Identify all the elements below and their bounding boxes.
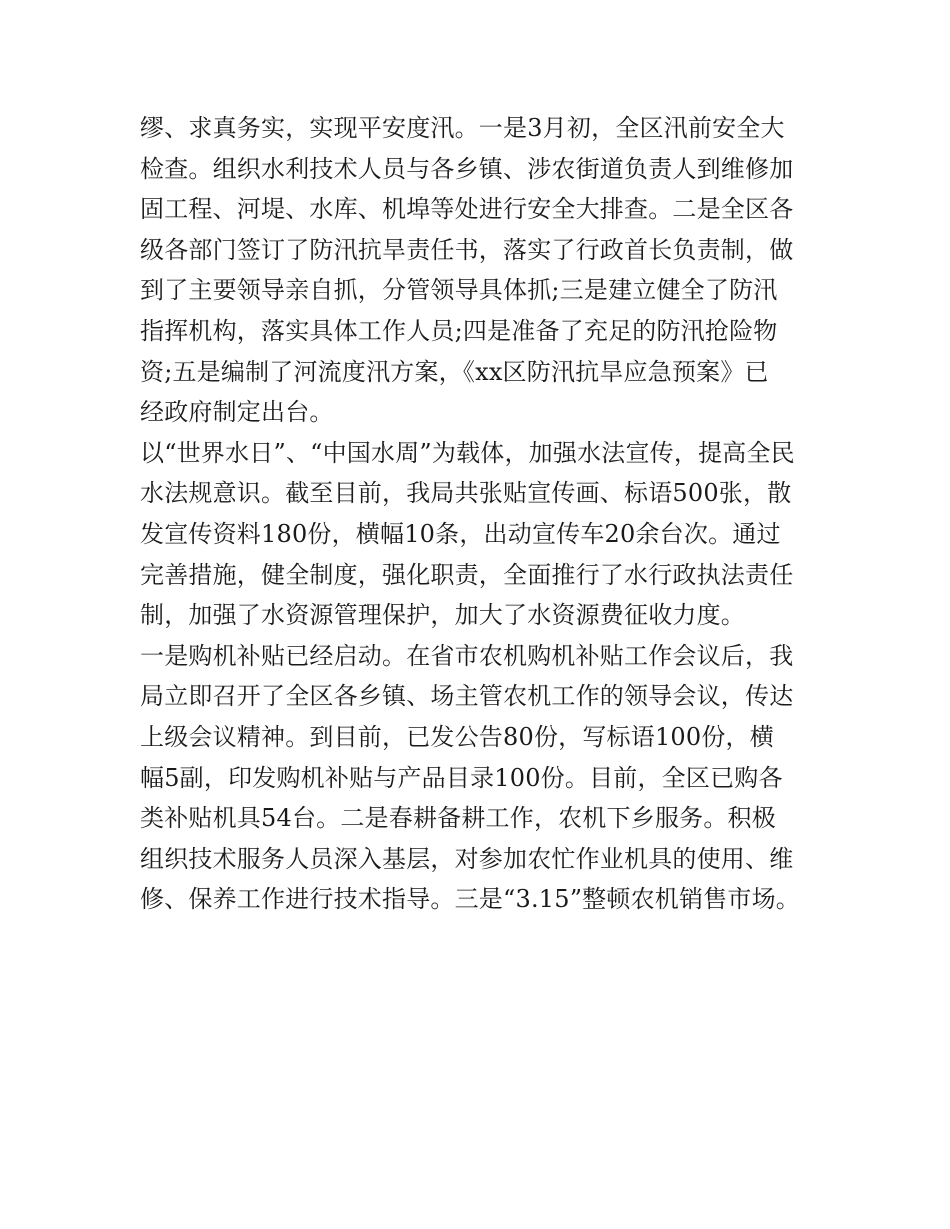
text-line: 经政府制定出台。 xyxy=(140,398,334,427)
text-line: 局立即召开了全区各乡镇、场主管农机工作的领导会议，传达 xyxy=(140,682,794,711)
text-line: 固工程、河堤、水库、机埠等处进行安全大排查。二是全区各 xyxy=(140,195,794,224)
text-line: 检查。组织水利技术人员与各乡镇、涉农街道负责人到维修加 xyxy=(140,154,794,183)
text-line: 指挥机构，落实具体工作人员;四是准备了充足的防汛抢险物 xyxy=(140,316,778,345)
text-line: 修、保养工作进行技术指导。三是“3.15”整顿农机销售市场。 xyxy=(140,885,800,914)
text-line: 级各部门签订了防汛抗旱责任书，落实了行政首长负责制，做 xyxy=(140,235,794,264)
text-line: 以“世界水日”、“中国水周”为载体，加强水法宣传，提高全民 xyxy=(140,438,795,467)
text-line: 上级会议精神。到目前，已发公告80份，写标语100份，横 xyxy=(140,722,774,751)
text-line: 类补贴机具54台。二是春耕备耕工作，农机下乡服务。积极 xyxy=(140,804,776,833)
text-line: 水法规意识。截至目前，我局共张贴宣传画、标语500张，散 xyxy=(140,479,792,508)
text-line: 完善措施，健全制度，强化职责，全面推行了水行政执法责任 xyxy=(140,560,794,589)
text-line: 到了主要领导亲自抓，分管领导具体抓;三是建立健全了防汛 xyxy=(140,276,778,305)
text-line: 幅5副，印发购机补贴与产品目录100份。目前，全区已购各 xyxy=(140,763,783,792)
text-line: 制，加强了水资源管理保护，加大了水资源费征收力度。 xyxy=(140,601,745,630)
text-line: 发宣传资料180份，横幅10条，出动宣传车20余台次。通过 xyxy=(140,519,781,548)
text-line: 缪、求真务实，实现平安度汛。一是3月初，全区汛前安全大 xyxy=(140,114,785,142)
text-line: 组织技术服务人员深入基层，对参加农忙作业机具的使用、维 xyxy=(140,844,794,873)
document-body xyxy=(140,108,812,920)
text-line: 资;五是编制了河流度汛方案，《xx区防汛抗旱应急预案》已 xyxy=(140,357,769,386)
text-line: 一是购机补贴已经启动。在省市农机购机补贴工作会议后，我 xyxy=(140,641,794,670)
